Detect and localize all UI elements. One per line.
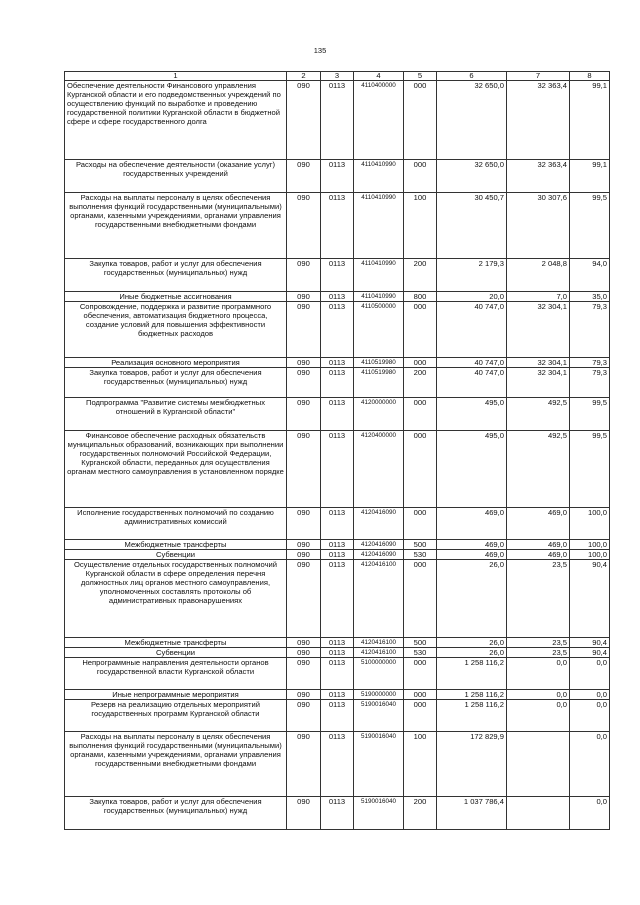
row-name-cell: Иные непрограммные мероприятия <box>65 690 287 700</box>
row-actual-cell: 469,0 <box>507 508 570 540</box>
row-percent-cell: 99,1 <box>570 81 610 160</box>
row-section-cell: 0113 <box>321 658 354 690</box>
row-type-cell: 500 <box>404 638 437 648</box>
row-section-cell: 0113 <box>321 648 354 658</box>
row-type-cell: 530 <box>404 550 437 560</box>
row-section-cell: 0113 <box>321 540 354 550</box>
row-name-cell: Обеспечение деятельности Финансового управления Курганской области и его подведомственных учреждений по осуществлению функций по выработке и проведению государственной политики Курганской области в бюджетной сфере и сфере государственного долга <box>65 81 287 160</box>
row-percent-cell: 99,5 <box>570 193 610 259</box>
table-row <box>65 292 610 302</box>
row-code-cell: 090 <box>287 700 321 732</box>
row-name-cell: Подпрограмма "Развитие системы межбюджетных отношений в Курганской области" <box>65 398 287 431</box>
budget-table <box>64 71 610 830</box>
row-percent-cell: 0,0 <box>570 690 610 700</box>
row-type-cell: 530 <box>404 648 437 658</box>
row-actual-cell: 0,0 <box>507 658 570 690</box>
table-row <box>65 193 610 259</box>
row-code-cell: 090 <box>287 292 321 302</box>
row-article-cell: 5100000000 <box>354 658 404 690</box>
row-name-cell: Закупка товаров, работ и услуг для обеспечения государственных (муниципальных) нужд <box>65 259 287 292</box>
row-actual-cell <box>507 732 570 797</box>
row-planned-cell: 32 650,0 <box>437 81 507 160</box>
row-section-cell: 0113 <box>321 638 354 648</box>
row-name-cell: Иные бюджетные ассигнования <box>65 292 287 302</box>
row-type-cell: 100 <box>404 193 437 259</box>
row-article-cell: 4120416100 <box>354 560 404 638</box>
row-article-cell: 4120416090 <box>354 540 404 550</box>
row-type-cell: 000 <box>404 81 437 160</box>
row-planned-cell: 40 747,0 <box>437 368 507 398</box>
row-type-cell: 000 <box>404 560 437 638</box>
row-planned-cell: 1 258 116,2 <box>437 690 507 700</box>
row-code-cell: 090 <box>287 398 321 431</box>
row-planned-cell: 26,0 <box>437 560 507 638</box>
table-row <box>65 658 610 690</box>
row-code-cell: 090 <box>287 358 321 368</box>
row-article-cell: 4110410990 <box>354 292 404 302</box>
row-section-cell: 0113 <box>321 732 354 797</box>
row-section-cell: 0113 <box>321 302 354 358</box>
table-row <box>65 700 610 732</box>
row-percent-cell: 79,3 <box>570 302 610 358</box>
row-type-cell: 000 <box>404 302 437 358</box>
row-planned-cell: 1 258 116,2 <box>437 658 507 690</box>
row-article-cell: 4120416100 <box>354 648 404 658</box>
row-name-cell: Резерв на реализацию отдельных мероприятий государственных программ Курганской области <box>65 700 287 732</box>
row-planned-cell: 469,0 <box>437 508 507 540</box>
row-name-cell: Межбюджетные трансферты <box>65 540 287 550</box>
row-planned-cell: 40 747,0 <box>437 302 507 358</box>
page-number: 135 <box>313 46 327 55</box>
row-actual-cell: 0,0 <box>507 690 570 700</box>
col-header-4: 4 <box>354 72 404 81</box>
row-article-cell: 4120000000 <box>354 398 404 431</box>
row-planned-cell: 495,0 <box>437 398 507 431</box>
row-percent-cell: 0,0 <box>570 700 610 732</box>
row-actual-cell: 2 048,8 <box>507 259 570 292</box>
row-actual-cell: 32 363,4 <box>507 160 570 193</box>
row-article-cell: 4120400000 <box>354 431 404 508</box>
row-code-cell: 090 <box>287 732 321 797</box>
table-row <box>65 431 610 508</box>
col-header-6: 6 <box>437 72 507 81</box>
row-name-cell: Расходы на выплаты персоналу в целях обеспечения выполнения функций государственными (муниципальными) органами, казенными учреждениями, органами управления государственными внебюджетными фондами <box>65 732 287 797</box>
row-planned-cell: 40 747,0 <box>437 358 507 368</box>
row-type-cell: 100 <box>404 732 437 797</box>
row-code-cell: 090 <box>287 648 321 658</box>
row-code-cell: 090 <box>287 690 321 700</box>
row-name-cell: Межбюджетные трансферты <box>65 638 287 648</box>
row-planned-cell: 20,0 <box>437 292 507 302</box>
table-row <box>65 648 610 658</box>
row-name-cell: Субвенции <box>65 648 287 658</box>
row-actual-cell: 32 304,1 <box>507 358 570 368</box>
row-planned-cell: 26,0 <box>437 648 507 658</box>
row-article-cell: 4110410990 <box>354 259 404 292</box>
row-section-cell: 0113 <box>321 508 354 540</box>
row-section-cell: 0113 <box>321 292 354 302</box>
row-section-cell: 0113 <box>321 368 354 398</box>
table-row <box>65 508 610 540</box>
row-percent-cell: 90,4 <box>570 560 610 638</box>
row-code-cell: 090 <box>287 431 321 508</box>
row-section-cell: 0113 <box>321 398 354 431</box>
row-section-cell: 0113 <box>321 550 354 560</box>
row-type-cell: 000 <box>404 398 437 431</box>
row-actual-cell: 23,5 <box>507 648 570 658</box>
row-code-cell: 090 <box>287 638 321 648</box>
row-section-cell: 0113 <box>321 560 354 638</box>
table-row <box>65 259 610 292</box>
table-row <box>65 368 610 398</box>
row-actual-cell: 23,5 <box>507 560 570 638</box>
row-actual-cell <box>507 797 570 830</box>
row-planned-cell: 172 829,9 <box>437 732 507 797</box>
row-type-cell: 800 <box>404 292 437 302</box>
row-percent-cell: 35,0 <box>570 292 610 302</box>
row-type-cell: 000 <box>404 690 437 700</box>
col-header-5: 5 <box>404 72 437 81</box>
row-planned-cell: 469,0 <box>437 550 507 560</box>
row-section-cell: 0113 <box>321 160 354 193</box>
row-percent-cell: 100,0 <box>570 540 610 550</box>
row-percent-cell: 79,3 <box>570 368 610 398</box>
table-row <box>65 690 610 700</box>
table-row <box>65 81 610 160</box>
row-name-cell: Непрограммные направления деятельности органов государственной власти Курганской области <box>65 658 287 690</box>
table-row <box>65 560 610 638</box>
row-name-cell: Субвенции <box>65 550 287 560</box>
row-name-cell: Исполнение государственных полномочий по созданию административных комиссий <box>65 508 287 540</box>
row-percent-cell: 79,3 <box>570 358 610 368</box>
row-code-cell: 090 <box>287 508 321 540</box>
row-planned-cell: 26,0 <box>437 638 507 648</box>
col-header-3: 3 <box>321 72 354 81</box>
row-actual-cell: 30 307,6 <box>507 193 570 259</box>
row-percent-cell: 100,0 <box>570 508 610 540</box>
row-code-cell: 090 <box>287 193 321 259</box>
row-planned-cell: 2 179,3 <box>437 259 507 292</box>
row-article-cell: 4110500000 <box>354 302 404 358</box>
row-percent-cell: 90,4 <box>570 648 610 658</box>
col-header-7: 7 <box>507 72 570 81</box>
row-percent-cell: 99,5 <box>570 431 610 508</box>
table-row <box>65 797 610 830</box>
row-article-cell: 4110400000 <box>354 81 404 160</box>
row-percent-cell: 90,4 <box>570 638 610 648</box>
row-percent-cell: 0,0 <box>570 732 610 797</box>
row-section-cell: 0113 <box>321 700 354 732</box>
row-section-cell: 0113 <box>321 690 354 700</box>
table-body <box>65 81 610 830</box>
row-article-cell: 4110519980 <box>354 368 404 398</box>
row-article-cell: 4110410990 <box>354 193 404 259</box>
col-header-2: 2 <box>287 72 321 81</box>
row-type-cell: 000 <box>404 160 437 193</box>
row-code-cell: 090 <box>287 658 321 690</box>
row-percent-cell: 0,0 <box>570 658 610 690</box>
row-article-cell: 5190016040 <box>354 700 404 732</box>
table-header-row <box>65 72 610 81</box>
row-actual-cell: 0,0 <box>507 700 570 732</box>
row-percent-cell: 0,0 <box>570 797 610 830</box>
row-actual-cell: 469,0 <box>507 550 570 560</box>
row-code-cell: 090 <box>287 302 321 358</box>
row-actual-cell: 23,5 <box>507 638 570 648</box>
row-name-cell: Закупка товаров, работ и услуг для обеспечения государственных (муниципальных) нужд <box>65 797 287 830</box>
row-article-cell: 5190000000 <box>354 690 404 700</box>
row-type-cell: 200 <box>404 368 437 398</box>
row-code-cell: 090 <box>287 540 321 550</box>
row-planned-cell: 469,0 <box>437 540 507 550</box>
row-code-cell: 090 <box>287 259 321 292</box>
row-percent-cell: 99,5 <box>570 398 610 431</box>
col-header-1: 1 <box>65 72 287 81</box>
row-code-cell: 090 <box>287 160 321 193</box>
table-row <box>65 550 610 560</box>
row-actual-cell: 492,5 <box>507 431 570 508</box>
row-name-cell: Закупка товаров, работ и услуг для обеспечения государственных (муниципальных) нужд <box>65 368 287 398</box>
row-section-cell: 0113 <box>321 81 354 160</box>
table-row <box>65 302 610 358</box>
row-code-cell: 090 <box>287 550 321 560</box>
row-section-cell: 0113 <box>321 259 354 292</box>
row-actual-cell: 32 304,1 <box>507 302 570 358</box>
table-row <box>65 540 610 550</box>
row-article-cell: 4120416090 <box>354 508 404 540</box>
row-code-cell: 090 <box>287 560 321 638</box>
row-article-cell: 4110519980 <box>354 358 404 368</box>
row-code-cell: 090 <box>287 81 321 160</box>
row-name-cell: Расходы на выплаты персоналу в целях обеспечения выполнения функций государственными (муниципальными) органами, казенными учреждениями, органами управления государственными внебюджетными фондами <box>65 193 287 259</box>
row-article-cell: 5190016040 <box>354 732 404 797</box>
row-planned-cell: 1 258 116,2 <box>437 700 507 732</box>
row-actual-cell: 7,0 <box>507 292 570 302</box>
row-article-cell: 4120416090 <box>354 550 404 560</box>
row-type-cell: 000 <box>404 431 437 508</box>
table-row <box>65 358 610 368</box>
row-section-cell: 0113 <box>321 193 354 259</box>
row-article-cell: 4120416100 <box>354 638 404 648</box>
row-actual-cell: 32 304,1 <box>507 368 570 398</box>
row-name-cell: Сопровождение, поддержка и развитие программного обеспечения, автоматизация бюджетного процесса, создание условий для повышения эффективности бюджетных расходов <box>65 302 287 358</box>
row-name-cell: Реализация основного мероприятия <box>65 358 287 368</box>
row-percent-cell: 100,0 <box>570 550 610 560</box>
row-code-cell: 090 <box>287 797 321 830</box>
row-type-cell: 500 <box>404 540 437 550</box>
row-actual-cell: 492,5 <box>507 398 570 431</box>
col-header-8: 8 <box>570 72 610 81</box>
row-section-cell: 0113 <box>321 358 354 368</box>
row-planned-cell: 1 037 786,4 <box>437 797 507 830</box>
row-name-cell: Расходы на обеспечение деятельности (оказание услуг) государственных учреждений <box>65 160 287 193</box>
row-article-cell: 4110410990 <box>354 160 404 193</box>
table-row <box>65 160 610 193</box>
row-article-cell: 5190016040 <box>354 797 404 830</box>
row-type-cell: 000 <box>404 358 437 368</box>
table-row <box>65 398 610 431</box>
row-type-cell: 200 <box>404 797 437 830</box>
table-row <box>65 638 610 648</box>
row-percent-cell: 94,0 <box>570 259 610 292</box>
row-code-cell: 090 <box>287 368 321 398</box>
row-type-cell: 000 <box>404 658 437 690</box>
table-row <box>65 732 610 797</box>
row-name-cell: Финансовое обеспечение расходных обязательств муниципальных образований, возникающих при выполнении государственных полномочий Российской Федерации, Курганской области, переданных для осуществления органам местного самоуправления в установленном порядке <box>65 431 287 508</box>
row-planned-cell: 30 450,7 <box>437 193 507 259</box>
row-section-cell: 0113 <box>321 431 354 508</box>
row-planned-cell: 32 650,0 <box>437 160 507 193</box>
row-type-cell: 200 <box>404 259 437 292</box>
row-planned-cell: 495,0 <box>437 431 507 508</box>
row-type-cell: 000 <box>404 508 437 540</box>
row-actual-cell: 32 363,4 <box>507 81 570 160</box>
row-section-cell: 0113 <box>321 797 354 830</box>
row-percent-cell: 99,1 <box>570 160 610 193</box>
row-type-cell: 000 <box>404 700 437 732</box>
row-name-cell: Осуществление отдельных государственных полномочий Курганской области в сфере определения перечня должностных лиц органов местного самоуправления, уполномоченных составлять протоколы об административных правонарушениях <box>65 560 287 638</box>
row-actual-cell: 469,0 <box>507 540 570 550</box>
